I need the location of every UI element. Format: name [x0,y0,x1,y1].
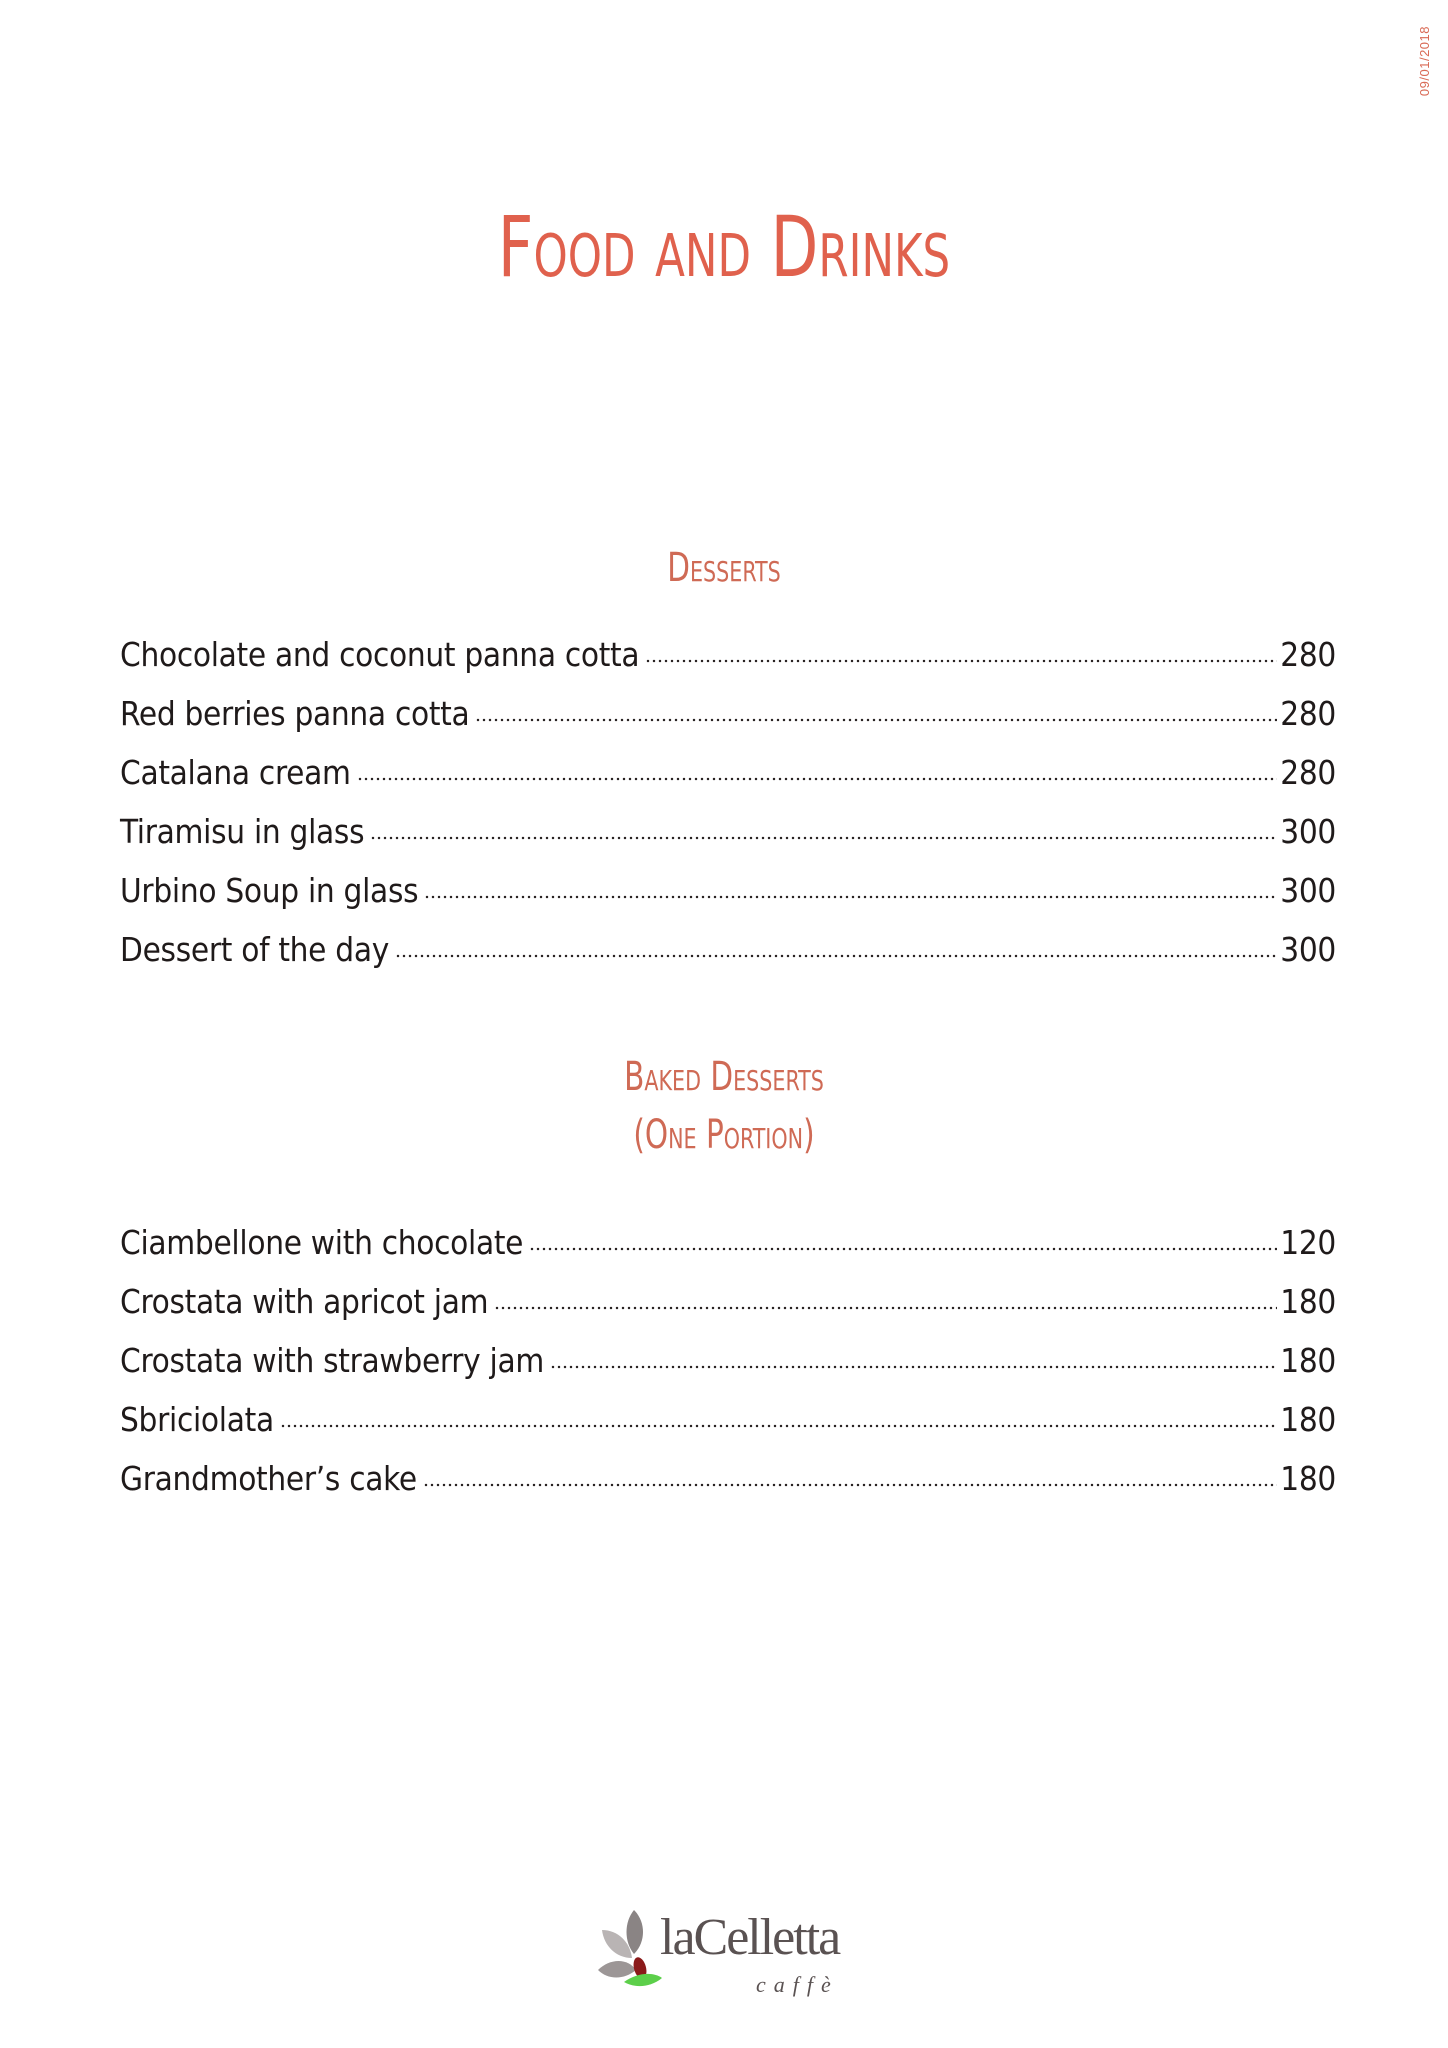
baked-desserts-list [120,1218,1336,1513]
menu-item [120,748,1336,807]
item-name: Catalana cream [120,753,351,793]
item-price: 180 [1280,1400,1336,1440]
menu-item [120,1277,1336,1336]
item-name: Red berries panna cotta [120,694,470,734]
desserts-list [120,630,1336,984]
item-price: 120 [1280,1223,1336,1263]
dot-leader [423,1456,1277,1492]
menu-item [120,1395,1336,1454]
dot-leader [475,691,1277,727]
dot-leader [280,1397,1277,1433]
item-name: Dessert of the day [120,930,389,970]
menu-item [120,807,1336,866]
item-price: 180 [1280,1282,1336,1322]
dot-leader [424,868,1277,904]
dot-leader [529,1220,1277,1256]
dot-leader [395,927,1277,963]
menu-item [120,1454,1336,1513]
section-title-baked-desserts: Baked Desserts [624,1054,824,1100]
logo-subtitle: caffè [756,1972,839,1997]
menu-item [120,866,1336,925]
item-name: Crostata with apricot jam [120,1282,489,1322]
item-name: Chocolate and coconut panna cotta [120,635,640,675]
brand-logo [594,1908,864,1998]
menu-item [120,1336,1336,1395]
dot-leader [357,750,1278,786]
logo-wordmark: laCelletta [660,1909,840,1966]
item-price: 180 [1280,1459,1336,1499]
item-price: 300 [1280,930,1336,970]
item-price: 280 [1280,753,1336,793]
item-price: 300 [1280,812,1336,852]
dot-leader [550,1338,1277,1374]
menu-item [120,925,1336,984]
item-name: Crostata with strawberry jam [120,1341,545,1381]
item-price: 280 [1280,694,1336,734]
coffee-leaf-icon [594,1908,664,1998]
menu-item [120,1218,1336,1277]
page-title: Food and Drinks [497,198,951,296]
dot-leader [370,809,1277,845]
section-title-desserts: Desserts [667,545,781,591]
item-price: 280 [1280,635,1336,675]
item-name: Sbriciolata [120,1400,274,1440]
section-subtitle-one-portion: (One Portion) [633,1112,815,1158]
dot-leader [645,632,1277,668]
menu-item [120,630,1336,689]
dot-leader [494,1279,1277,1315]
menu-item [120,689,1336,748]
item-name: Urbino Soup in glass [120,871,419,911]
item-name: Ciambellone with chocolate [120,1223,524,1263]
item-price: 300 [1280,871,1336,911]
item-name: Tiramisu in glass [120,812,365,852]
date-stamp: 09/01/2018 [1417,26,1432,97]
item-price: 180 [1280,1341,1336,1381]
item-name: Grandmother’s cake [120,1459,417,1499]
